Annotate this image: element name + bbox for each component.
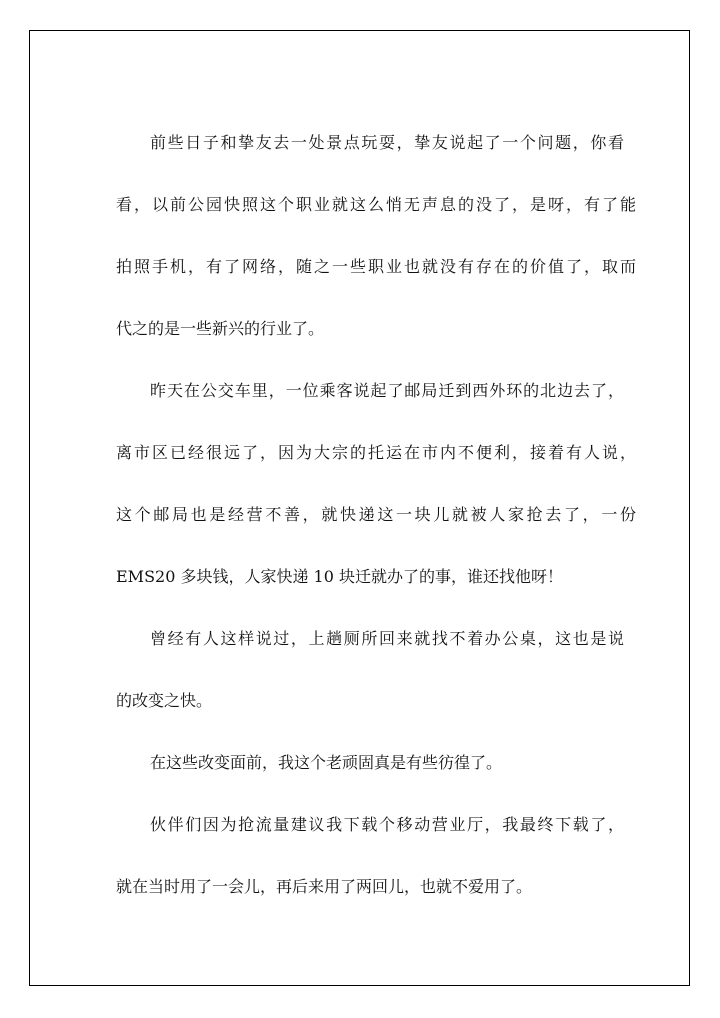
paragraph-2-line-3: 这个邮局也是经营不善，就快递这一块儿就被人家抢去了，一份 — [116, 505, 636, 524]
paragraph-1-line-4: 代之的是一些新兴的行业了。 — [116, 319, 325, 338]
paragraph-4-line-1: 在这些改变面前，我这个老顽固真是有些彷徨了。 — [150, 753, 503, 772]
paragraph-1-line-2: 看，以前公园快照这个职业就这么悄无声息的没了，是呀，有了能 — [116, 195, 636, 214]
paragraph-5-line-2: 就在当时用了一会儿，再后来用了两回儿，也就不爱用了。 — [116, 877, 533, 896]
paragraph-2-line-4: EMS20 多块钱，人家快递 10 块迁就办了的事，谁还找他呀！ — [116, 567, 564, 586]
paragraph-5-line-1: 伙伴们因为抢流量建议我下载个移动营业厅，我最终下载了， — [150, 815, 624, 834]
paragraph-3-line-1: 曾经有人这样说过，上趟厕所回来就找不着办公桌，这也是说 — [150, 629, 624, 648]
paragraph-1-line-1: 前些日子和挚友去一处景点玩耍，挚友说起了一个问题，你看 — [150, 133, 624, 152]
paragraph-3-line-2: 的改变之快。 — [116, 691, 213, 710]
paragraph-1-line-3: 拍照手机，有了网络，随之一些职业也就没有存在的价值了，取而 — [116, 257, 636, 276]
paragraph-2-line-1: 昨天在公交车里，一位乘客说起了邮局迁到西外环的北边去了， — [150, 381, 624, 400]
paragraph-2-line-2: 离市区已经很远了，因为大宗的托运在市内不便利，接着有人说， — [116, 443, 636, 462]
